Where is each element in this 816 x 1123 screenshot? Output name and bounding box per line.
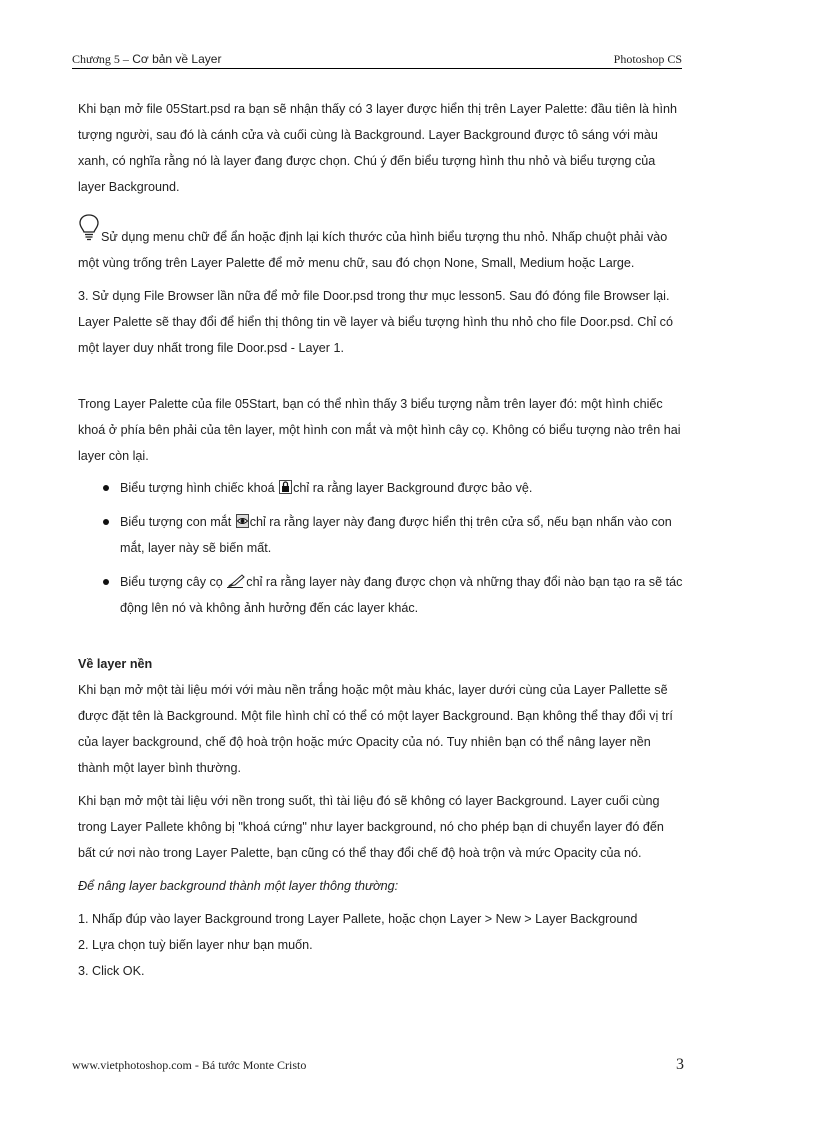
book-title: Photoshop CS [613,52,682,66]
eye-icon [236,514,249,528]
bullet-dot [103,519,109,525]
lock-icon [279,480,292,494]
background-paragraph-1: Khi bạn mở một tài liệu mới với màu nền trắng hoặc một màu khác, layer dưới cùng của Layer Pallette sẽ được đặt tên là Background. Một file hình chỉ có thể có một layer Background. Bạn không thể thay đổi vị trí của layer background, chế độ hoà trộn hoặc mức Opacity của nó. Tuy nhiên bạn có thể nâng layer nền thành một layer bình thường. [78,683,673,775]
list-item: Biểu tượng con mắt chỉ ra rằng layer này đang được hiển thị trên cửa sổ, nếu bạn nhấn vào con mắt, layer này sẽ biến mất. [78,509,684,561]
chapter-heading [72,52,221,67]
procedure-step: 2. Lựa chọn tuỳ biến layer như bạn muốn. [78,938,313,952]
step3-paragraph: 3. Sử dụng File Browser lần nữa để mở file Door.psd trong thư mục lesson5. Sau đó đóng file Browser lại. [78,289,670,303]
chapter-label: Chương 5 – [72,52,129,66]
procedure-heading: Để nâng layer background thành một layer thông thường: [78,879,399,893]
page-footer [72,1056,684,1076]
chapter-title: Cơ bản về Layer [132,52,222,66]
tip-paragraph [78,207,684,276]
procedure-step: 3. Click OK. [78,964,145,978]
step3-result-paragraph: Layer Palette sẽ thay đổi để hiển thị thông tin về layer và biểu tượng hình thu nhỏ cho file Door.psd. Chỉ có một layer duy nhất trong file Door.psd - Layer 1. [78,315,673,355]
page-number: 3 [676,1056,684,1073]
background-paragraph-2: Khi bạn mở một tài liệu với nền trong suốt, thì tài liệu đó sẽ không có layer Background. Layer cuối cùng trong Layer Pallete không bị "khoá cứng" như layer background, nó cho phép bạn di chuyển layer đó đến bất cứ nơi nào trong Layer Palette, bạn cũng có thể thay đổi chế độ hoà trộn và mức Opacity của nó. [78,794,664,860]
icon-bullet-list [78,475,684,621]
list-item: Biểu tượng hình chiếc khoá chỉ ra rằng layer Background được bảo vệ. [78,475,684,501]
page-body [78,96,684,984]
footer-site: www.vietphotoshop.com - Bá tước Monte Cristo [72,1058,307,1072]
list-item: Biểu tượng cây cọ chỉ ra rằng layer này đang được chọn và những thay đổi nào bạn tạo ra sẽ tác động lên nó và không ảnh hưởng đến các layer khác. [78,569,684,621]
bullet-dot [103,579,109,585]
procedure-step: 1. Nhấp đúp vào layer Background trong Layer Pallete, hoặc chọn Layer > New > Layer Background [78,912,638,926]
section-heading: Về layer nền [78,657,153,671]
intro-paragraph: Khi bạn mở file 05Start.psd ra bạn sẽ nhận thấy có 3 layer được hiển thị trên Layer Palette: đầu tiên là hình tượng người, sau đó là cánh cửa và cuối cùng là Background. Layer Background được tô sáng với màu xanh, có nghĩa rằng nó là layer đang được chọn. Chú ý đến biểu tượng hình thu nhỏ và biểu tượng của layer Background. [78,102,678,194]
lightbulb-icon [78,213,100,241]
tip-text: Sử dụng menu chữ để ẩn hoặc định lại kích thước của hình biểu tượng thu nhỏ. Nhấp chuột phải vào một vùng trống trên Layer Palette để mở menu chữ, sau đó chọn None, Small, Medium hoặc Large. [78,230,668,270]
palette-icons-paragraph: Trong Layer Palette của file 05Start, bạn có thể nhìn thấy 3 biểu tượng nằm trên layer đó: một hình chiếc khoá ở phía bên phải của tên layer, một hình con mắt và một hình cây cọ. Không có biểu tượng nào trên hai layer còn lại. [78,397,681,463]
bullet-dot [103,485,109,491]
brush-icon [227,574,245,588]
page-header [72,52,682,69]
